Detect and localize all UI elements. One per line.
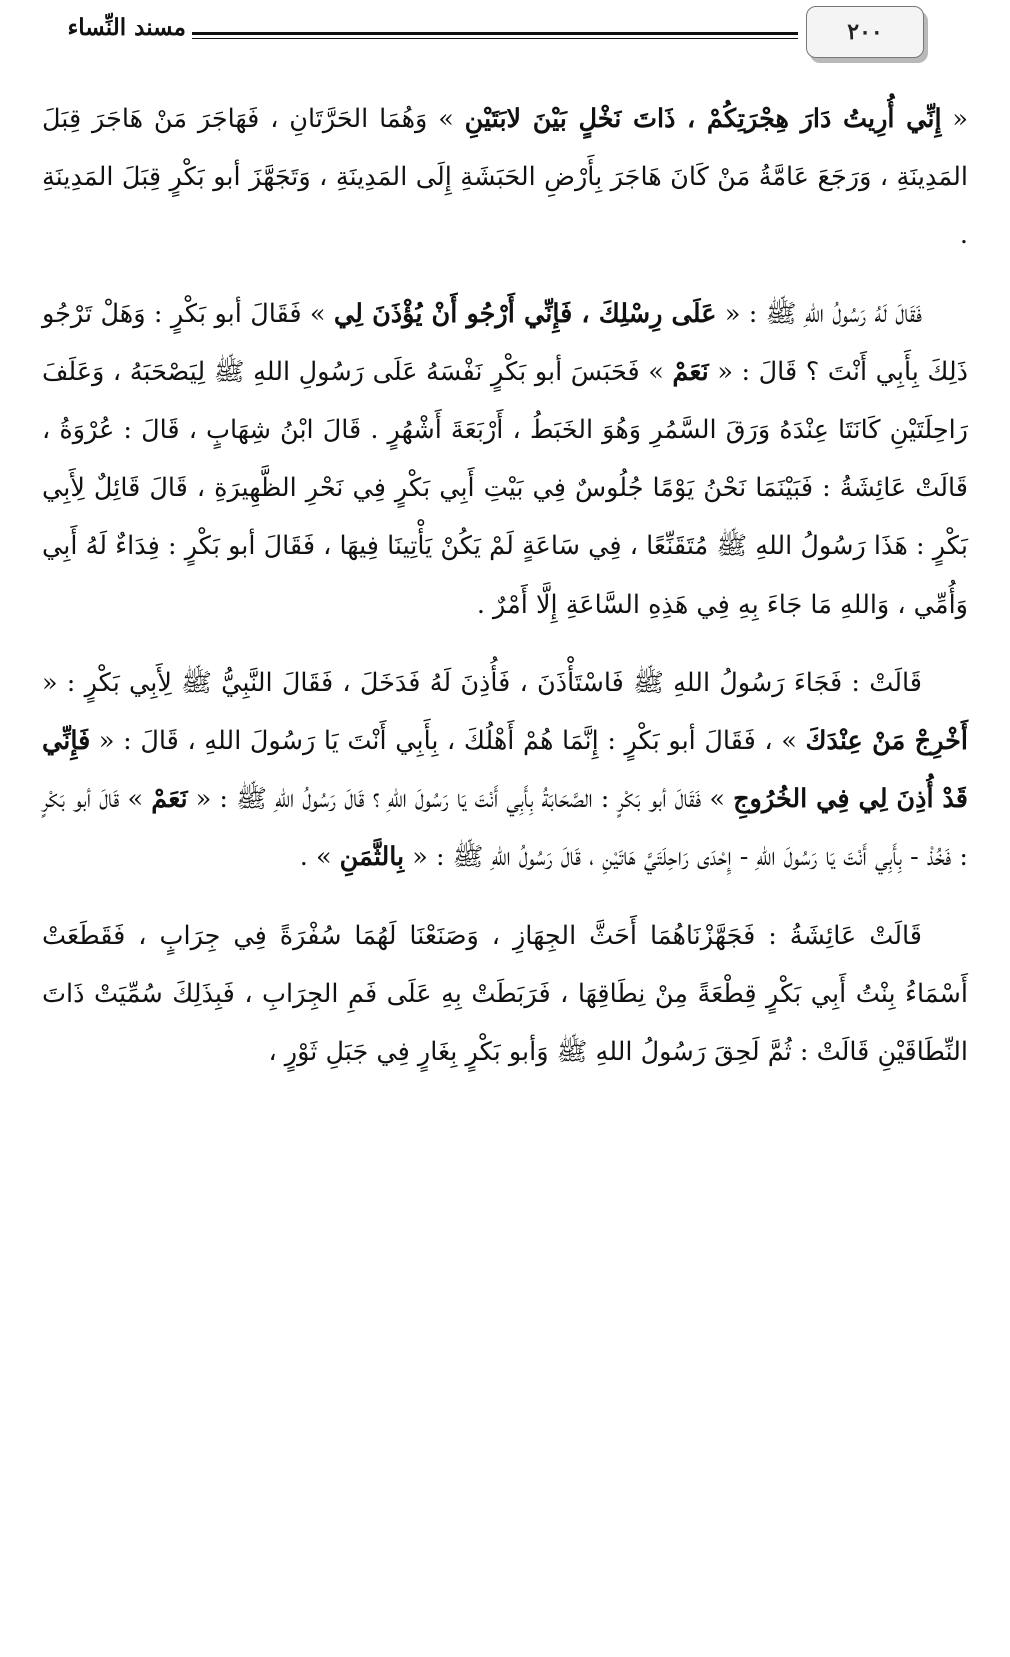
narration-text: » فَقَالَ أبو بَكْرٍ : الصَّحَابَةُ بِأَبِي أَنْتَ يَا رَسُولَ اللهِ ؟ قَالَ رَسُولُ اللهِ ﷺ : «	[187, 784, 734, 815]
paragraph	[42, 654, 968, 887]
hadith-quote: نَعَمْ	[672, 356, 709, 387]
narration-text: «	[941, 104, 968, 134]
narration-text: » قَالَ أبو بَكْرٍ : فَخُذْ - بِأَبِي أَنْتَ يَا رَسُولَ اللهِ - إِحْدَى رَاحِلَتَيَّ هَاتَيْنِ ، قَالَ رَسُولُ اللهِ ﷺ : «	[42, 784, 968, 873]
hadith-quote: إِنِّي أُرِيتُ دَارَ هِجْرَتِكُمْ ، ذَاتَ نَخْلٍ بَيْنَ لابَتَيْنِ	[464, 104, 942, 134]
narration-text: » ، فَقَالَ أبو بَكْرٍ : إِنَّمَا هُمْ أَهْلُكَ ، بِأَبِي أَنْتَ يَا رَسُولَ اللهِ ، قَالَ : «	[90, 726, 806, 757]
header-rule	[192, 32, 798, 38]
paragraph	[42, 907, 968, 1082]
narration-text: » فَحَبَسَ أبو بَكْرٍ نَفْسَهُ عَلَى رَسُولِ اللهِ ﷺ لِيَصْحَبَهُ ، وَعَلَفَ رَاحِلَتَيْنِ كَانَتَا عِنْدَهُ وَرَقَ السَّمُرِ وَهُوَ الخَبَطُ ، أَرْبَعَةَ أَشْهُرٍ . قَالَ ابْنُ شِهَابٍ ، قَالَ : عُرْوَةُ ، قَالَتْ عَائِشَةُ : فَبَيْنَمَا نَحْنُ يَوْمًا جُلُوسٌ فِي بَيْتِ أَبِي بَكْرٍ فِي نَحْرِ الظَّهِيرَةِ ، قَالَ قَائِلٌ لِأَبِي بَكْرٍ : هَذَا رَسُولُ اللهِ ﷺ مُتَقَنِّعًا ، فِي سَاعَةٍ لَمْ يَكُنْ يَأْتِينَا فِيهَا ، فَقَالَ أبو بَكْرٍ : فِدَاءٌ لَهُ أَبِي وَأُمِّي ، وَاللهِ مَا جَاءَ بِهِ فِي هَذِهِ السَّاعَةِ إِلَّا أَمْرٌ .	[42, 356, 968, 620]
hadith-quote: أَخْرِجْ مَنْ عِنْدَكَ	[805, 726, 968, 757]
narration-text: » .	[299, 842, 340, 873]
header-rule-thick	[192, 32, 798, 35]
narration-text: قَالَتْ عَائِشَةُ : فَجَهَّزْنَاهُمَا أَحَثَّ الجِهَازِ ، وَصَنَعْنَا لَهُمَا سُفْرَةً فِي جِرَابٍ ، فَقَطَعَتْ أَسْمَاءُ بِنْتُ أَبِي بَكْرٍ قِطْعَةً مِنْ نِطَاقِهَا ، فَرَبَطَتْ بِهِ عَلَى فَمِ الجِرَابِ ، فَبِذَلِكَ سُمِّيَتْ ذَاتَ النِّطَاقَيْنِ قَالَتْ : ثُمَّ لَحِقَ رَسُولُ اللهِ ﷺ وَأبو بَكْرٍ بِغَارٍ فِي جَبَلِ ثَوْرٍ ،	[42, 920, 968, 1068]
paragraph	[42, 90, 968, 265]
hadith-quote: عَلَى رِسْلِكَ ، فَإِنِّي أَرْجُو أَنْ يُؤْذَنَ لِي	[333, 298, 717, 329]
hadith-quote: نَعَمْ	[151, 784, 188, 815]
narration-text: فَقَالَ لَهُ رَسُولُ اللهِ ﷺ : «	[716, 298, 922, 329]
header-rule-thin	[192, 38, 798, 39]
narration-text: قَالَتْ : فَجَاءَ رَسُولُ اللهِ ﷺ فَاسْتَأْذَنَ ، فَأُذِنَ لَهُ فَدَخَلَ ، فَقَالَ النَّبِيُّ ﷺ لِأَبِي بَكْرٍ : «	[42, 667, 922, 698]
paragraph	[42, 285, 968, 634]
hadith-quote: بِالثَّمَنِ	[339, 842, 405, 873]
section-title: مسند النِّساء	[67, 14, 186, 41]
page-number: ٢٠٠	[847, 19, 883, 45]
narration-text: » فَقَالَ أبو بَكْرٍ : وَهَلْ تَرْجُو ذَلِكَ بِأَبِي أَنْتَ ؟ قَالَ : «	[42, 298, 968, 387]
page-body	[42, 90, 968, 1101]
narration-text: » وَهُمَا الحَرَّتَانِ ، فَهَاجَرَ مَنْ هَاجَرَ قِبَلَ المَدِينَةِ ، وَرَجَعَ عَامَّةُ مَنْ كَانَ هَاجَرَ بِأَرْضِ الحَبَشَةِ إِلَى المَدِينَةِ ، وَتَجَهَّزَ أبو بَكْرٍ قِبَلَ المَدِينَةِ .	[42, 104, 968, 251]
page-number-box	[806, 6, 924, 58]
hadith-quote: فَإِنِّي قَدْ أُذِنَ لِي فِي الخُرُوجِ	[42, 726, 968, 815]
page-header	[0, 0, 1010, 80]
